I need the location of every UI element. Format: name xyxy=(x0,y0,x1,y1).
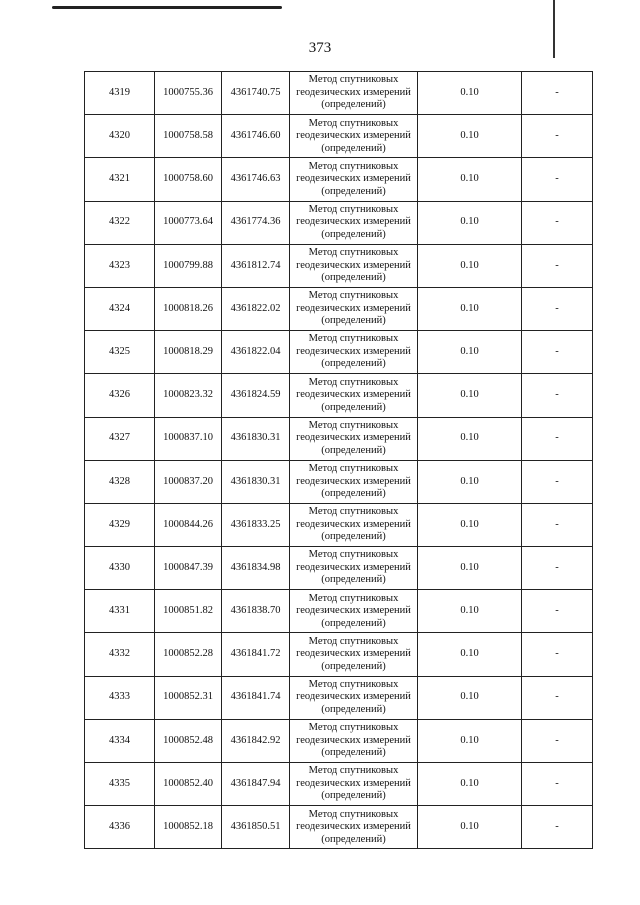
table-row xyxy=(85,115,593,158)
y-coordinate-cell: 4361830.31 xyxy=(222,417,290,460)
table-row xyxy=(85,763,593,806)
method-cell xyxy=(290,331,418,374)
note-cell: - xyxy=(522,158,593,201)
method-line: Метод спутниковых xyxy=(308,592,399,604)
note-cell: - xyxy=(522,806,593,849)
method-line: Метод спутниковых xyxy=(308,333,399,345)
x-coordinate-cell: 1000837.10 xyxy=(155,417,222,460)
y-coordinate-cell: 4361841.74 xyxy=(222,676,290,719)
table-row xyxy=(85,806,593,849)
table-row xyxy=(85,633,593,676)
point-number-cell: 4332 xyxy=(85,633,155,676)
x-coordinate-cell: 1000852.48 xyxy=(155,719,222,762)
note-cell: - xyxy=(522,547,593,590)
note-cell: - xyxy=(522,763,593,806)
table-row xyxy=(85,72,593,115)
method-line: геодезических измерений xyxy=(296,302,411,314)
accuracy-cell: 0.10 xyxy=(418,158,522,201)
method-cell xyxy=(290,676,418,719)
note-cell: - xyxy=(522,719,593,762)
method-line: (определений) xyxy=(321,574,386,586)
method-line: (определений) xyxy=(321,185,386,197)
y-coordinate-cell: 4361746.63 xyxy=(222,158,290,201)
method-line: Метод спутниковых xyxy=(308,808,399,820)
method-line: геодезических измерений xyxy=(296,432,411,444)
accuracy-cell: 0.10 xyxy=(418,676,522,719)
note-cell: - xyxy=(522,115,593,158)
accuracy-cell: 0.10 xyxy=(418,633,522,676)
method-line: (определений) xyxy=(321,228,386,240)
y-coordinate-cell: 4361847.94 xyxy=(222,763,290,806)
accuracy-cell: 0.10 xyxy=(418,287,522,330)
method-cell xyxy=(290,287,418,330)
y-coordinate-cell: 4361838.70 xyxy=(222,590,290,633)
method-cell xyxy=(290,158,418,201)
method-line: геодезических измерений xyxy=(296,648,411,660)
point-number-cell: 4335 xyxy=(85,763,155,806)
point-number-cell: 4319 xyxy=(85,72,155,115)
method-cell xyxy=(290,201,418,244)
method-line: (определений) xyxy=(321,142,386,154)
table-row xyxy=(85,719,593,762)
method-line: Метод спутниковых xyxy=(308,722,399,734)
table-row xyxy=(85,460,593,503)
point-number-cell: 4324 xyxy=(85,287,155,330)
x-coordinate-cell: 1000852.18 xyxy=(155,806,222,849)
accuracy-cell: 0.10 xyxy=(418,244,522,287)
method-cell xyxy=(290,244,418,287)
table-row xyxy=(85,201,593,244)
method-cell xyxy=(290,374,418,417)
note-cell: - xyxy=(522,503,593,546)
note-cell: - xyxy=(522,331,593,374)
x-coordinate-cell: 1000758.58 xyxy=(155,115,222,158)
point-number-cell: 4329 xyxy=(85,503,155,546)
point-number-cell: 4333 xyxy=(85,676,155,719)
accuracy-cell: 0.10 xyxy=(418,547,522,590)
x-coordinate-cell: 1000844.26 xyxy=(155,503,222,546)
page-number: 373 xyxy=(308,40,332,56)
x-coordinate-cell: 1000852.28 xyxy=(155,633,222,676)
y-coordinate-cell: 4361830.31 xyxy=(222,460,290,503)
method-line: Метод спутниковых xyxy=(308,290,399,302)
x-coordinate-cell: 1000799.88 xyxy=(155,244,222,287)
y-coordinate-cell: 4361842.92 xyxy=(222,719,290,762)
x-coordinate-cell: 1000818.29 xyxy=(155,331,222,374)
method-cell xyxy=(290,72,418,115)
method-line: Метод спутниковых xyxy=(308,117,399,129)
x-coordinate-cell: 1000852.31 xyxy=(155,676,222,719)
method-line: (определений) xyxy=(321,272,386,284)
table-row xyxy=(85,158,593,201)
point-number-cell: 4336 xyxy=(85,806,155,849)
method-line: (определений) xyxy=(321,833,386,845)
y-coordinate-cell: 4361774.36 xyxy=(222,201,290,244)
method-line: (определений) xyxy=(321,703,386,715)
method-line: геодезических измерений xyxy=(296,86,411,98)
method-line: геодезических измерений xyxy=(296,345,411,357)
accuracy-cell: 0.10 xyxy=(418,331,522,374)
table-row xyxy=(85,417,593,460)
table-row xyxy=(85,244,593,287)
method-line: (определений) xyxy=(321,444,386,456)
method-line: геодезических измерений xyxy=(296,734,411,746)
accuracy-cell: 0.10 xyxy=(418,374,522,417)
method-line: (определений) xyxy=(321,790,386,802)
method-line: геодезических измерений xyxy=(296,389,411,401)
accuracy-cell: 0.10 xyxy=(418,763,522,806)
method-line: (определений) xyxy=(321,617,386,629)
method-line: геодезических измерений xyxy=(296,518,411,530)
x-coordinate-cell: 1000823.32 xyxy=(155,374,222,417)
method-line: (определений) xyxy=(321,488,386,500)
coordinates-table xyxy=(84,71,593,849)
method-line: Метод спутниковых xyxy=(308,549,399,561)
method-line: геодезических измерений xyxy=(296,605,411,617)
point-number-cell: 4325 xyxy=(85,331,155,374)
y-coordinate-cell: 4361822.04 xyxy=(222,331,290,374)
table-row xyxy=(85,547,593,590)
table-row xyxy=(85,676,593,719)
scan-artifact-top xyxy=(52,6,282,9)
method-cell xyxy=(290,590,418,633)
accuracy-cell: 0.10 xyxy=(418,72,522,115)
point-number-cell: 4321 xyxy=(85,158,155,201)
note-cell: - xyxy=(522,72,593,115)
method-line: Метод спутниковых xyxy=(308,160,399,172)
table-row xyxy=(85,503,593,546)
method-line: (определений) xyxy=(321,358,386,370)
note-cell: - xyxy=(522,460,593,503)
method-line: (определений) xyxy=(321,531,386,543)
method-cell xyxy=(290,115,418,158)
method-line: Метод спутниковых xyxy=(308,247,399,259)
method-line: Метод спутниковых xyxy=(308,506,399,518)
note-cell: - xyxy=(522,676,593,719)
method-line: Метод спутниковых xyxy=(308,635,399,647)
point-number-cell: 4320 xyxy=(85,115,155,158)
point-number-cell: 4328 xyxy=(85,460,155,503)
accuracy-cell: 0.10 xyxy=(418,806,522,849)
y-coordinate-cell: 4361812.74 xyxy=(222,244,290,287)
method-line: Метод спутниковых xyxy=(308,463,399,475)
method-line: Метод спутниковых xyxy=(308,74,399,86)
table-row xyxy=(85,590,593,633)
y-coordinate-cell: 4361746.60 xyxy=(222,115,290,158)
table-body xyxy=(85,72,593,849)
table-row xyxy=(85,287,593,330)
y-coordinate-cell: 4361833.25 xyxy=(222,503,290,546)
accuracy-cell: 0.10 xyxy=(418,115,522,158)
point-number-cell: 4322 xyxy=(85,201,155,244)
accuracy-cell: 0.10 xyxy=(418,201,522,244)
note-cell: - xyxy=(522,287,593,330)
method-line: геодезических измерений xyxy=(296,173,411,185)
y-coordinate-cell: 4361824.59 xyxy=(222,374,290,417)
note-cell: - xyxy=(522,590,593,633)
method-line: Метод спутниковых xyxy=(308,419,399,431)
method-cell xyxy=(290,460,418,503)
point-number-cell: 4334 xyxy=(85,719,155,762)
method-line: Метод спутниковых xyxy=(308,376,399,388)
x-coordinate-cell: 1000758.60 xyxy=(155,158,222,201)
method-line: геодезических измерений xyxy=(296,777,411,789)
point-number-cell: 4331 xyxy=(85,590,155,633)
x-coordinate-cell: 1000852.40 xyxy=(155,763,222,806)
x-coordinate-cell: 1000837.20 xyxy=(155,460,222,503)
y-coordinate-cell: 4361822.02 xyxy=(222,287,290,330)
method-cell xyxy=(290,763,418,806)
method-line: геодезических измерений xyxy=(296,216,411,228)
note-cell: - xyxy=(522,374,593,417)
accuracy-cell: 0.10 xyxy=(418,460,522,503)
note-cell: - xyxy=(522,417,593,460)
method-line: геодезических измерений xyxy=(296,691,411,703)
x-coordinate-cell: 1000851.82 xyxy=(155,590,222,633)
method-cell xyxy=(290,633,418,676)
point-number-cell: 4327 xyxy=(85,417,155,460)
method-line: (определений) xyxy=(321,401,386,413)
method-line: (определений) xyxy=(321,660,386,672)
x-coordinate-cell: 1000773.64 xyxy=(155,201,222,244)
method-line: Метод спутниковых xyxy=(308,765,399,777)
accuracy-cell: 0.10 xyxy=(418,503,522,546)
method-line: геодезических измерений xyxy=(296,821,411,833)
method-line: геодезических измерений xyxy=(296,259,411,271)
method-line: (определений) xyxy=(321,99,386,111)
method-line: Метод спутниковых xyxy=(308,678,399,690)
note-cell: - xyxy=(522,244,593,287)
method-line: геодезических измерений xyxy=(296,475,411,487)
table-row xyxy=(85,374,593,417)
point-number-cell: 4326 xyxy=(85,374,155,417)
method-cell xyxy=(290,547,418,590)
accuracy-cell: 0.10 xyxy=(418,719,522,762)
method-cell xyxy=(290,503,418,546)
accuracy-cell: 0.10 xyxy=(418,590,522,633)
accuracy-cell: 0.10 xyxy=(418,417,522,460)
method-cell xyxy=(290,417,418,460)
x-coordinate-cell: 1000847.39 xyxy=(155,547,222,590)
y-coordinate-cell: 4361740.75 xyxy=(222,72,290,115)
x-coordinate-cell: 1000755.36 xyxy=(155,72,222,115)
point-number-cell: 4323 xyxy=(85,244,155,287)
y-coordinate-cell: 4361850.51 xyxy=(222,806,290,849)
point-number-cell: 4330 xyxy=(85,547,155,590)
y-coordinate-cell: 4361841.72 xyxy=(222,633,290,676)
method-line: геодезических измерений xyxy=(296,130,411,142)
note-cell: - xyxy=(522,201,593,244)
method-line: (определений) xyxy=(321,747,386,759)
method-cell xyxy=(290,719,418,762)
method-line: Метод спутниковых xyxy=(308,203,399,215)
method-line: (определений) xyxy=(321,315,386,327)
x-coordinate-cell: 1000818.26 xyxy=(155,287,222,330)
note-cell: - xyxy=(522,633,593,676)
method-cell xyxy=(290,806,418,849)
table-row xyxy=(85,331,593,374)
method-line: геодезических измерений xyxy=(296,561,411,573)
y-coordinate-cell: 4361834.98 xyxy=(222,547,290,590)
